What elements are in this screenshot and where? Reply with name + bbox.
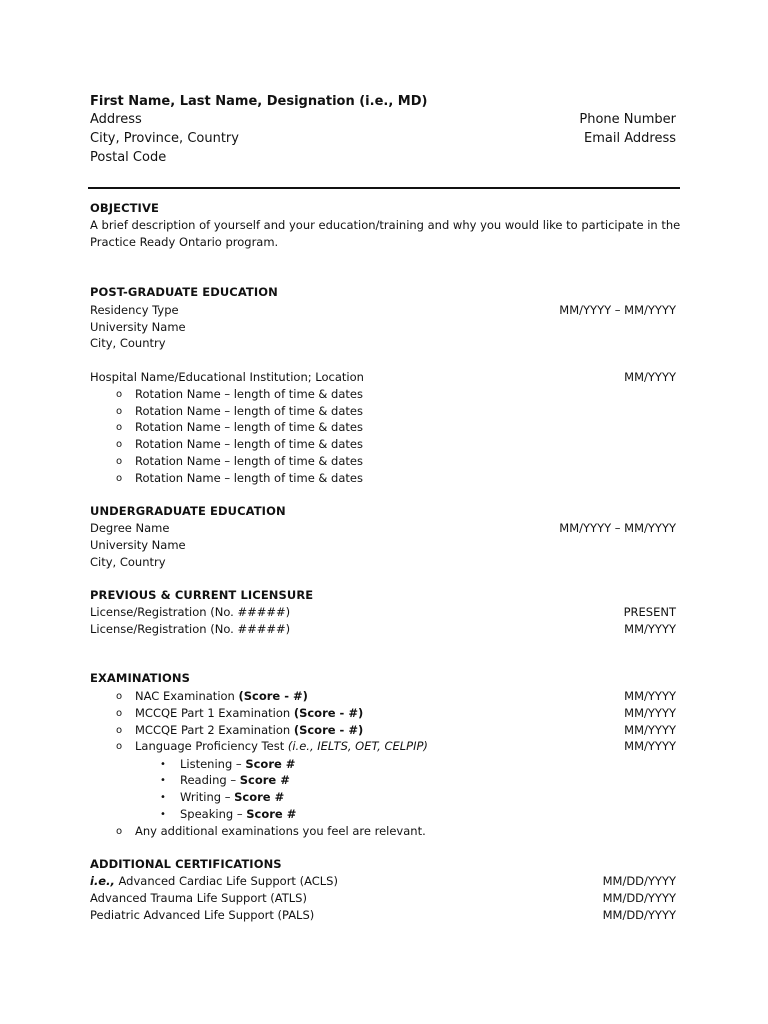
postgrad-title: POST-GRADUATE EDUCATION (90, 285, 278, 299)
hospital-date: MM/YYYY (624, 370, 676, 384)
sub-bullet: • (160, 809, 166, 820)
exam-label: NAC Examination (135, 689, 239, 703)
exams-title: EXAMINATIONS (90, 671, 190, 685)
rotation-bullet: o (115, 456, 123, 467)
rotation-bullet: o (115, 439, 123, 450)
postal-line: Postal Code (90, 150, 167, 165)
language-score-item (180, 756, 295, 773)
exam-bullet: o (115, 691, 123, 702)
objective-line-2: Practice Ready Ontario program. (90, 235, 279, 249)
certification-date: MM/DD/YYYY (602, 874, 676, 888)
rotation-bullet: o (115, 473, 123, 484)
exam-date: MM/YYYY (624, 739, 676, 753)
exam-score: (Score - #) (238, 689, 308, 703)
exam-item (135, 705, 363, 722)
language-score-item (180, 789, 284, 806)
score-value: Score # (245, 757, 296, 771)
exam-item (135, 688, 308, 705)
license-item: License/Registration (No. #####) (90, 622, 291, 636)
exam-label: MCCQE Part 1 Examination (135, 706, 294, 720)
score-label: Listening – (180, 757, 246, 771)
hospital-line: Hospital Name/Educational Institution; Location (90, 370, 364, 384)
license-date: MM/YYYY (624, 622, 676, 636)
exam-bullet: o (115, 725, 123, 736)
exam-item (135, 722, 363, 739)
additional-exams-note: Any additional examinations you feel are relevant. (135, 824, 426, 838)
score-label: Writing – (180, 790, 235, 804)
rotation-bullet: o (115, 389, 123, 400)
undergrad-university: University Name (90, 538, 186, 552)
postgrad-university: University Name (90, 320, 186, 334)
exam-score: (Score - #) (293, 723, 364, 737)
exam-label: MCCQE Part 2 Examination (135, 723, 294, 737)
score-value: Score # (246, 807, 297, 821)
score-label: Speaking – (180, 807, 247, 821)
exam-score: (Score - #) (293, 706, 364, 720)
undergrad-title: UNDERGRADUATE EDUCATION (90, 504, 286, 518)
certifications-title: ADDITIONAL CERTIFICATIONS (90, 857, 282, 871)
certification-date: MM/DD/YYYY (602, 908, 676, 922)
exam-note: (i.e., IELTS, OET, CELPIP) (287, 739, 428, 753)
score-value: Score # (239, 773, 290, 787)
name-heading: First Name, Last Name, Designation (i.e., MD) (90, 94, 428, 109)
rotation-bullet: o (115, 406, 123, 417)
language-score-item (180, 772, 290, 789)
rotation-item: Rotation Name – length of time & dates (135, 404, 363, 418)
residency-type: Residency Type (90, 303, 179, 317)
exam-label: Language Proficiency Test (135, 739, 288, 753)
exam-date: MM/YYYY (624, 706, 676, 720)
exam-bullet: o (115, 826, 123, 837)
exam-date: MM/YYYY (624, 723, 676, 737)
rotation-item: Rotation Name – length of time & dates (135, 437, 363, 451)
exam-date: MM/YYYY (624, 689, 676, 703)
phone-line: Phone Number (579, 112, 676, 127)
address-line: Address (90, 112, 142, 127)
exam-item (135, 738, 428, 755)
sub-bullet: • (160, 775, 166, 786)
objective-title: OBJECTIVE (90, 201, 159, 215)
ie-prefix: i.e., (90, 874, 115, 888)
residency-dates: MM/YYYY – MM/YYYY (559, 303, 676, 317)
header-divider (88, 187, 680, 189)
undergrad-city: City, Country (90, 555, 166, 569)
rotation-item: Rotation Name – length of time & dates (135, 471, 363, 485)
language-score-item (180, 806, 296, 823)
certification-item: Advanced Trauma Life Support (ATLS) (90, 891, 307, 905)
degree-dates: MM/YYYY – MM/YYYY (559, 521, 676, 535)
exam-bullet: o (115, 708, 123, 719)
certification-item: Pediatric Advanced Life Support (PALS) (90, 908, 315, 922)
degree-name: Degree Name (90, 521, 170, 535)
certification-item (90, 873, 338, 890)
rotation-item: Rotation Name – length of time & dates (135, 420, 363, 434)
postgrad-city: City, Country (90, 336, 166, 350)
license-item: License/Registration (No. #####) (90, 605, 291, 619)
city-line: City, Province, Country (90, 131, 239, 146)
rotation-bullet: o (115, 422, 123, 433)
sub-bullet: • (160, 759, 166, 770)
rotation-item: Rotation Name – length of time & dates (135, 454, 363, 468)
license-date: PRESENT (623, 605, 676, 619)
objective-line-1: A brief description of yourself and your education/training and why you would like to participate in the (90, 218, 681, 232)
email-line: Email Address (584, 131, 676, 146)
score-label: Reading – (180, 773, 240, 787)
rotation-item: Rotation Name – length of time & dates (135, 387, 363, 401)
score-value: Score # (234, 790, 285, 804)
certification-date: MM/DD/YYYY (602, 891, 676, 905)
exam-bullet: o (115, 741, 123, 752)
certification-label: Advanced Cardiac Life Support (ACLS) (114, 874, 338, 888)
licensure-title: PREVIOUS & CURRENT LICENSURE (90, 588, 314, 602)
sub-bullet: • (160, 792, 166, 803)
